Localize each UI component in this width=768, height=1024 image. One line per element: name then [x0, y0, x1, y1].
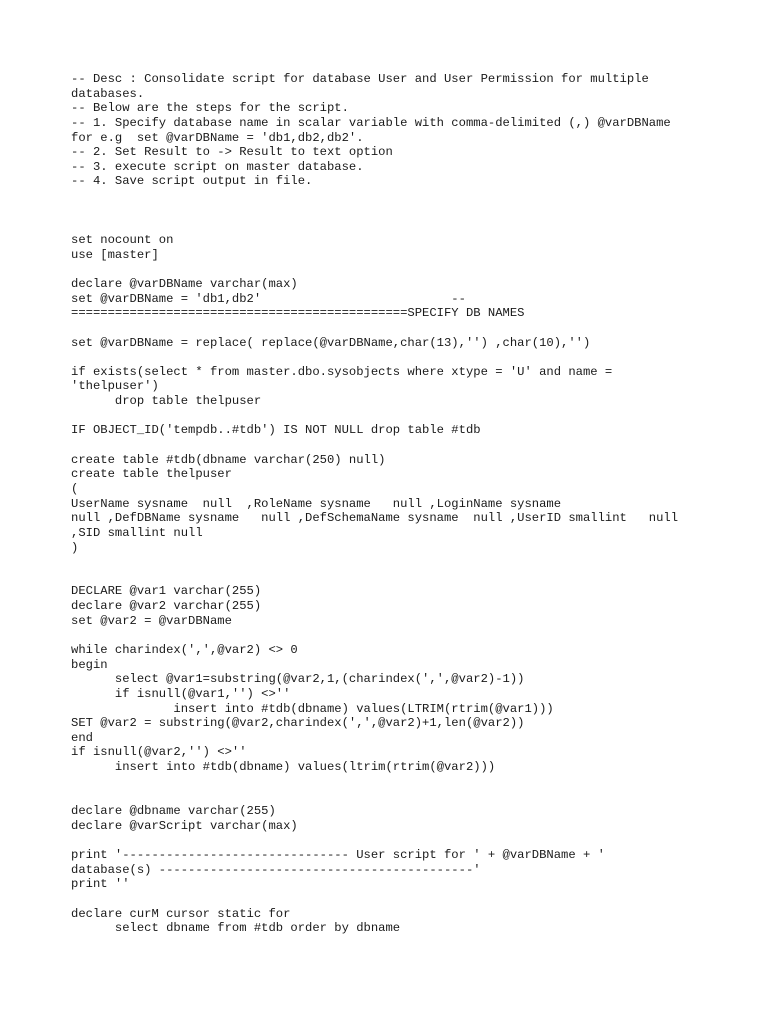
code-line: -- Desc : Consolidate script for database User and User Permission for multiple	[71, 72, 649, 86]
code-line: -- Below are the steps for the script.	[71, 101, 349, 116]
code-line	[71, 262, 751, 277]
code-line: )	[71, 540, 79, 555]
code-line: ==============================================SPECIFY DB NAMES	[71, 306, 525, 321]
code-line: database(s) -------------------------------------------'	[71, 862, 481, 877]
code-line	[71, 555, 751, 570]
code-line	[71, 789, 751, 804]
code-line: declare @var2 varchar(255)	[71, 599, 262, 614]
code-line	[71, 204, 751, 219]
code-line: -- 2. Set Result to -> Result to text option	[71, 145, 393, 160]
code-line: insert into #tdb(dbname) values(ltrim(rtrim(@var2)))	[71, 760, 496, 775]
code-line: select @var1=substring(@var2,1,(charindex(',',@var2)-1))	[71, 672, 525, 687]
code-line: if isnull(@var2,'') <>''	[71, 745, 247, 760]
code-line: (	[71, 481, 79, 496]
code-line	[71, 775, 751, 790]
code-line: declare @varScript varchar(max)	[71, 818, 298, 833]
code-line: ,SID smallint null	[71, 525, 203, 540]
code-line: end	[71, 730, 93, 745]
code-line: declare curM cursor static for	[71, 906, 291, 921]
code-line: set nocount on	[71, 233, 174, 248]
code-line: declare @varDBName varchar(max)	[71, 276, 298, 291]
code-line	[71, 409, 751, 424]
code-line	[71, 189, 751, 204]
code-line	[71, 438, 751, 453]
sql-script-text	[71, 72, 751, 936]
code-line: DECLARE @var1 varchar(255)	[71, 584, 262, 599]
code-line: while charindex(',',@var2) <> 0	[71, 642, 298, 657]
code-line: -- 1. Specify database name in scalar variable with comma-delimited (,) @varDBName	[71, 115, 671, 130]
code-line: print '------------------------------- User script for ' + @varDBName + '	[71, 847, 605, 862]
code-line	[71, 628, 751, 643]
code-line: databases.	[71, 86, 145, 101]
code-line: 'thelpuser')	[71, 379, 159, 394]
code-line: if exists(select * from master.dbo.sysobjects where xtype = 'U' and name =	[71, 364, 613, 379]
code-line	[71, 570, 751, 585]
code-line: IF OBJECT_ID('tempdb..#tdb') IS NOT NULL drop table #tdb	[71, 423, 481, 438]
code-line: begin	[71, 657, 108, 672]
code-line: -- 3. execute script on master database.	[71, 159, 364, 174]
code-line: declare @dbname varchar(255)	[71, 804, 276, 819]
code-line: select dbname from #tdb order by dbname	[71, 921, 401, 936]
code-line: drop table thelpuser	[71, 394, 262, 409]
code-line	[71, 321, 751, 336]
code-line: use [master]	[71, 247, 159, 262]
code-line	[71, 350, 751, 365]
code-line: UserName sysname null ,RoleName sysname null ,LoginName sysname	[71, 496, 562, 511]
code-line: set @varDBName = replace( replace(@varDBName,char(13),'') ,char(10),'')	[71, 335, 591, 350]
code-line	[71, 892, 751, 907]
code-line: set @var2 = @varDBName	[71, 613, 232, 628]
code-line: null ,DefDBName sysname null ,DefSchemaName sysname null ,UserID smallint null	[71, 511, 679, 526]
code-line: print ''	[71, 877, 130, 892]
code-line	[71, 218, 751, 233]
code-line: -- 4. Save script output in file.	[71, 174, 313, 189]
code-line: set @varDBName = 'db1,db2' --	[71, 291, 466, 306]
code-line: if isnull(@var1,'') <>''	[71, 686, 291, 701]
code-line: for e.g set @varDBName = 'db1,db2,db2'.	[71, 130, 364, 145]
code-line	[71, 833, 751, 848]
code-line: SET @var2 = substring(@var2,charindex(',',@var2)+1,len(@var2))	[71, 716, 525, 731]
code-line: create table thelpuser	[71, 467, 232, 482]
code-line: insert into #tdb(dbname) values(LTRIM(rtrim(@var1)))	[71, 701, 554, 716]
code-line: create table #tdb(dbname varchar(250) null)	[71, 452, 386, 467]
